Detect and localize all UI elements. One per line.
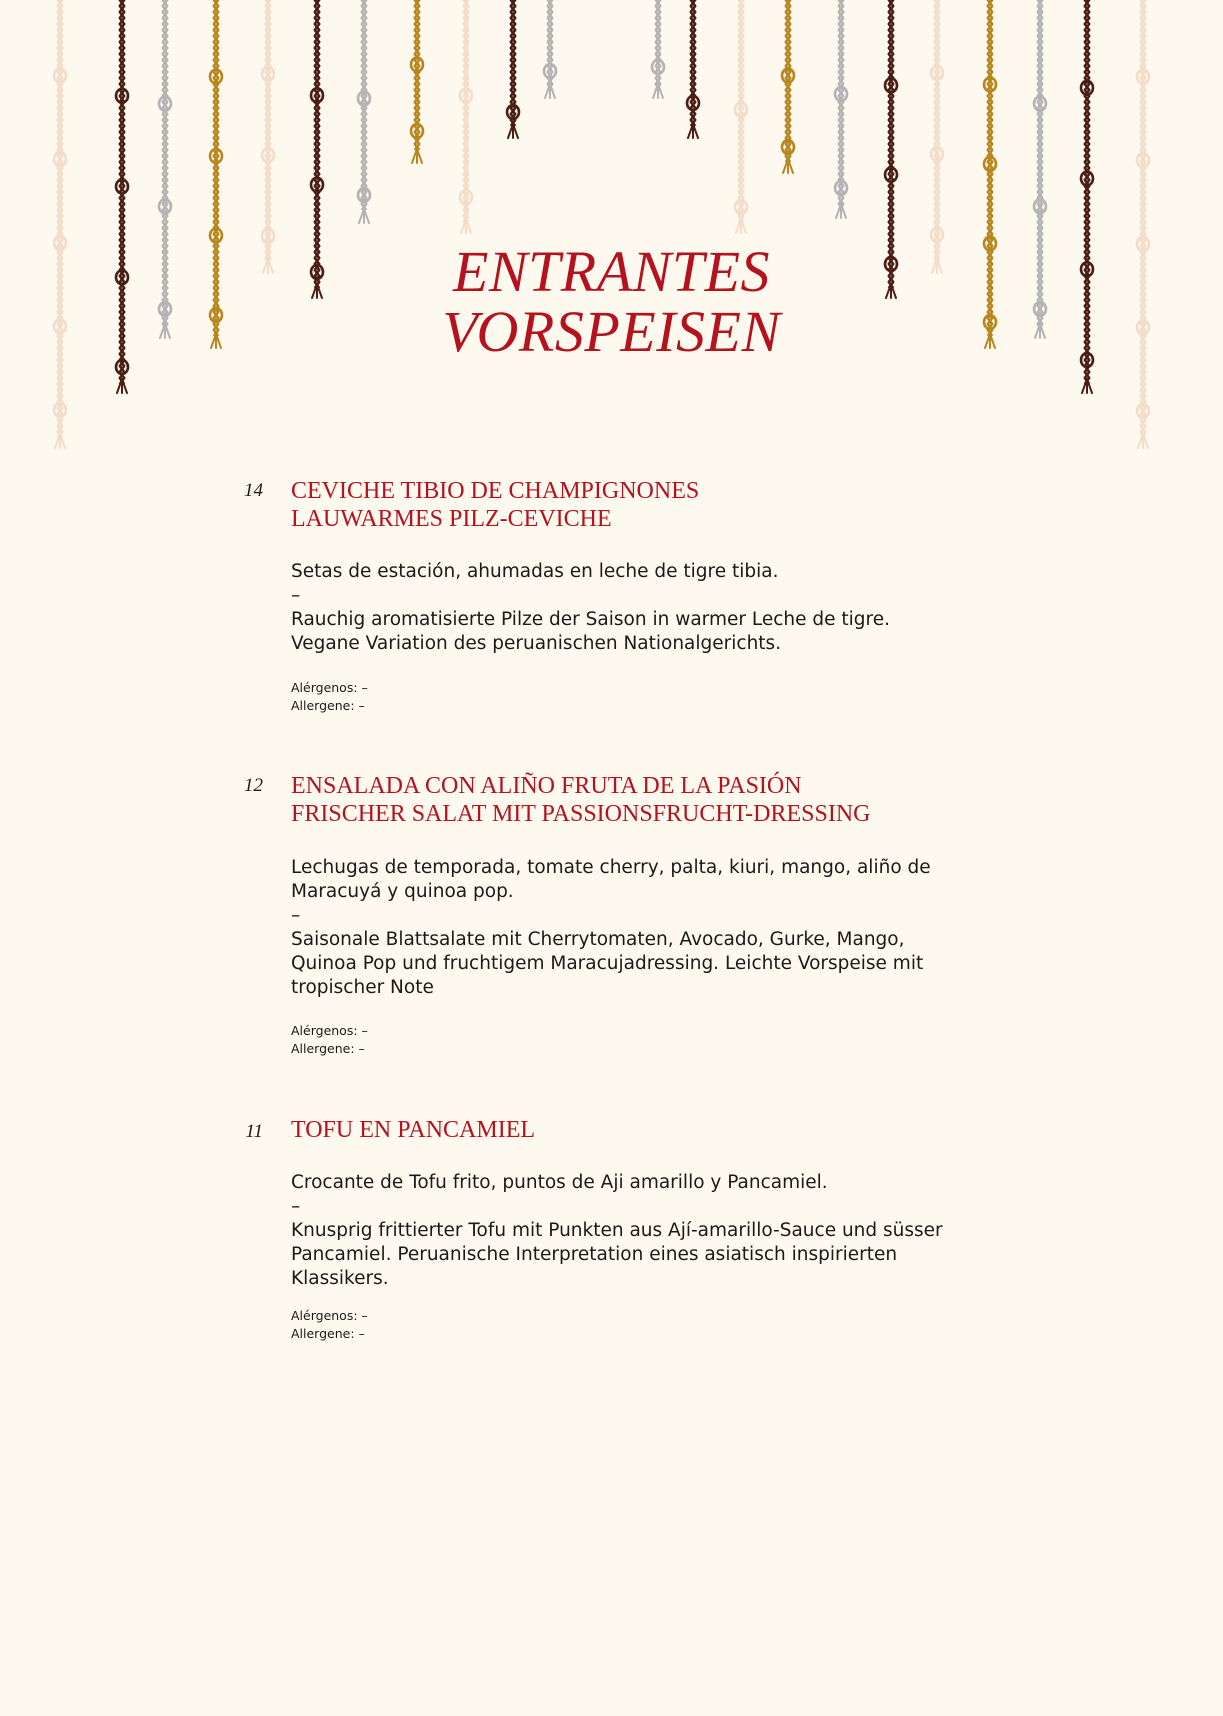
allergen-spanish: Alérgenos: – [291, 1023, 368, 1038]
allergen-spanish: Alérgenos: – [291, 1308, 368, 1323]
rope-strand [735, 0, 747, 233]
description-german: Rauchig aromatisierte Pilze der Saison in warmer Leche de tigre. Vegane Variation des peruanischen Nationalgerichts. [291, 609, 890, 654]
rope-strand [687, 0, 699, 138]
allergen-german: Allergene: – [291, 698, 365, 713]
rope-strand [782, 0, 794, 173]
hanging-ropes-decoration [0, 0, 1223, 460]
dish-name-spanish: CEVICHE TIBIO DE CHAMPIGNONES [291, 478, 700, 504]
description-spanish: Crocante de Tofu frito, puntos de Aji amarillo y Pancamiel. [291, 1172, 828, 1193]
rope-strand [652, 0, 664, 98]
page-title-spanish: ENTRANTES [452, 239, 771, 304]
rope-strand [358, 0, 370, 223]
rope-strand [1137, 0, 1149, 448]
rope-strand [54, 0, 66, 448]
allergen-german: Allergene: – [291, 1326, 365, 1341]
description-separator: – [291, 905, 301, 926]
dish-name-spanish: ENSALADA CON ALIÑO FRUTA DE LA PASIÓN [291, 773, 802, 799]
description-separator: – [291, 1196, 301, 1217]
description-spanish: Setas de estación, ahumadas en leche de tigre tibia. [291, 561, 779, 582]
allergen-spanish: Alérgenos: – [291, 680, 368, 695]
rope-strand [507, 0, 519, 138]
item-price: 11 [245, 1121, 263, 1142]
allergen-german: Allergene: – [291, 1041, 365, 1056]
allergen-info [291, 1307, 368, 1343]
dish-name-german: FRISCHER SALAT MIT PASSIONSFRUCHT-DRESSING [291, 801, 871, 827]
rope-strand [544, 0, 556, 98]
rope-strand [460, 0, 472, 233]
rope-strand [262, 0, 274, 273]
rope-strand [411, 0, 423, 163]
dish-description [291, 856, 951, 1000]
page-title-german: VORSPEISEN [442, 299, 781, 364]
description-separator: – [291, 585, 301, 606]
rope-strand [931, 0, 943, 273]
allergen-info [291, 1022, 368, 1058]
rope-strand [835, 0, 847, 218]
dish-description [291, 560, 951, 656]
item-price: 14 [244, 480, 263, 501]
item-price: 12 [244, 775, 263, 796]
description-german: Knusprig frittierter Tofu mit Punkten aus Ají-amarillo-Sauce und süsser Pancamiel. Peruanische Interpretation eines asiatisch inspirierten Klassikers. [291, 1220, 943, 1289]
dish-name-spanish: TOFU EN PANCAMIEL [291, 1117, 536, 1143]
description-german: Saisonale Blattsalate mit Cherrytomaten, Avocado, Gurke, Mango, Quinoa Pop und fruchtigem Maracujadressing. Leichte Vorspeise mit tropischer Note [291, 929, 924, 998]
dish-description [291, 1171, 951, 1291]
allergen-info [291, 679, 368, 715]
dish-name-german: LAUWARMES PILZ-CEVICHE [291, 506, 612, 532]
description-spanish: Lechugas de temporada, tomate cherry, palta, kiuri, mango, aliño de Maracuyá y quinoa pop. [291, 857, 931, 902]
